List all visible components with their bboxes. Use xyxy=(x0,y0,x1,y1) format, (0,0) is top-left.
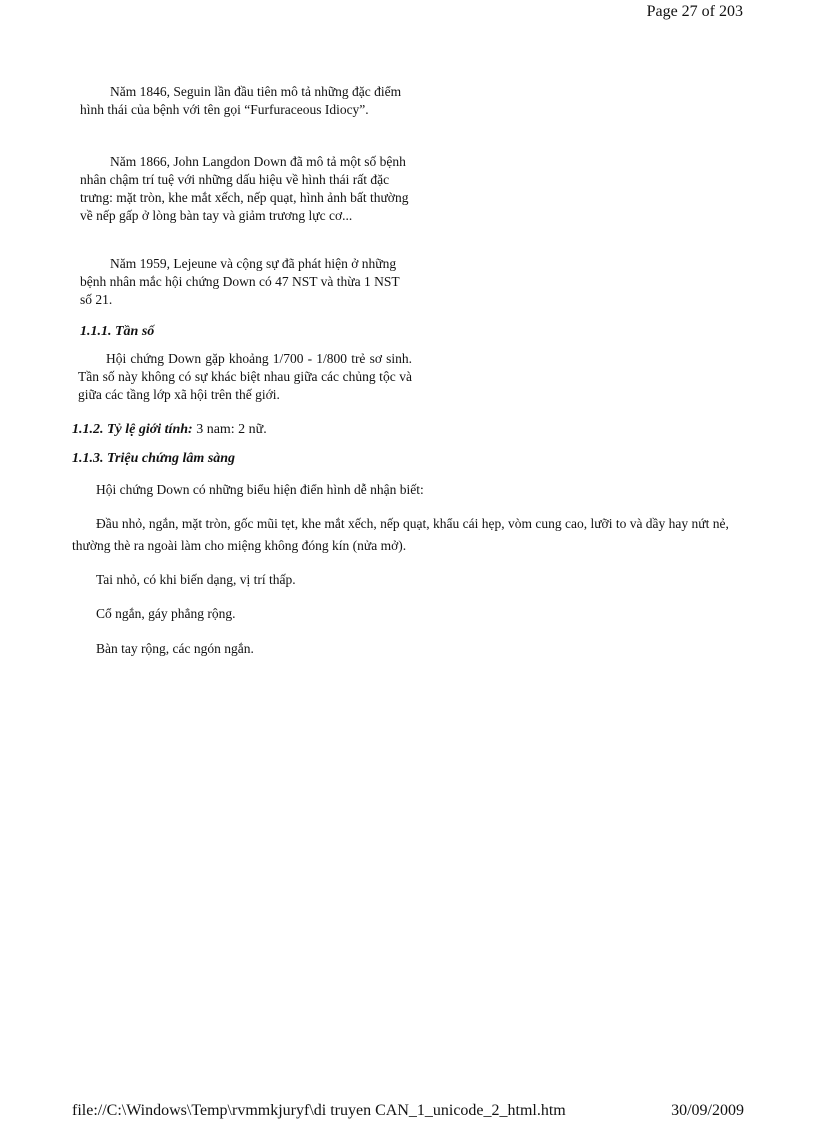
paragraph-head-features: Đầu nhỏ, ngắn, mặt tròn, gốc mũi tẹt, khe mắt xếch, nếp quạt, khẩu cái hẹp, vòm cung cao, lưỡi to và dầy hay nứt nẻ, thường thè ra ngoài làm cho miệng không đóng kín (nửa mở). xyxy=(72,516,729,553)
heading-ty-le-label: 1.1.2. Tỷ lệ giới tính: xyxy=(72,422,193,437)
heading-tan-so: 1.1.1. Tần số xyxy=(80,324,155,339)
paragraph-hands: Bàn tay rộng, các ngón ngắn. xyxy=(96,641,254,656)
heading-trieu-chung: 1.1.3. Triệu chứng lâm sàng xyxy=(72,451,236,466)
footer-file-path: file://C:\Windows\Temp\rvmmkjuryf\di truyen CAN_1_unicode_2_html.htm xyxy=(72,1102,566,1119)
paragraph-1866: Năm 1866, John Langdon Down đã mô tả một số bệnh nhân chậm trí tuệ với những dấu hiệu về hình thái rất đặc trưng: mặt tròn, khe mắt xếch, nếp quạt, hình ảnh bất thường về nếp gấp ở lòng bàn tay và giảm trương lực cơ... xyxy=(80,154,409,223)
heading-ty-le-value: 3 nam: 2 nữ. xyxy=(192,422,267,437)
paragraph-1846: Năm 1846, Seguin lần đầu tiên mô tả những đặc điểm hình thái của bệnh với tên gọi “Furfuraceous Idiocy”. xyxy=(80,84,402,117)
paragraph-1959: Năm 1959, Lejeune và cộng sự đã phát hiện ở những bệnh nhân mắc hội chứng Down có 47 NST và thừa 1 NST số 21. xyxy=(80,256,400,307)
page-number: Page 27 of 203 xyxy=(646,3,743,20)
footer-date: 30/09/2009 xyxy=(671,1102,744,1119)
heading-ty-le-gioi-tinh xyxy=(72,421,267,439)
paragraph-intro: Hội chứng Down có những biểu hiện điển hình dễ nhận biết: xyxy=(96,482,424,497)
paragraph-frequency: Hội chứng Down gặp khoảng 1/700 - 1/800 trẻ sơ sinh. Tần số này không có sự khác biệt nhau giữa các chủng tộc và giữa các tầng lớp xã hội trên thế giới. xyxy=(78,351,412,402)
paragraph-ears: Tai nhỏ, có khi biến dạng, vị trí thấp. xyxy=(96,572,296,587)
paragraph-neck: Cổ ngắn, gáy phẳng rộng. xyxy=(96,606,236,621)
